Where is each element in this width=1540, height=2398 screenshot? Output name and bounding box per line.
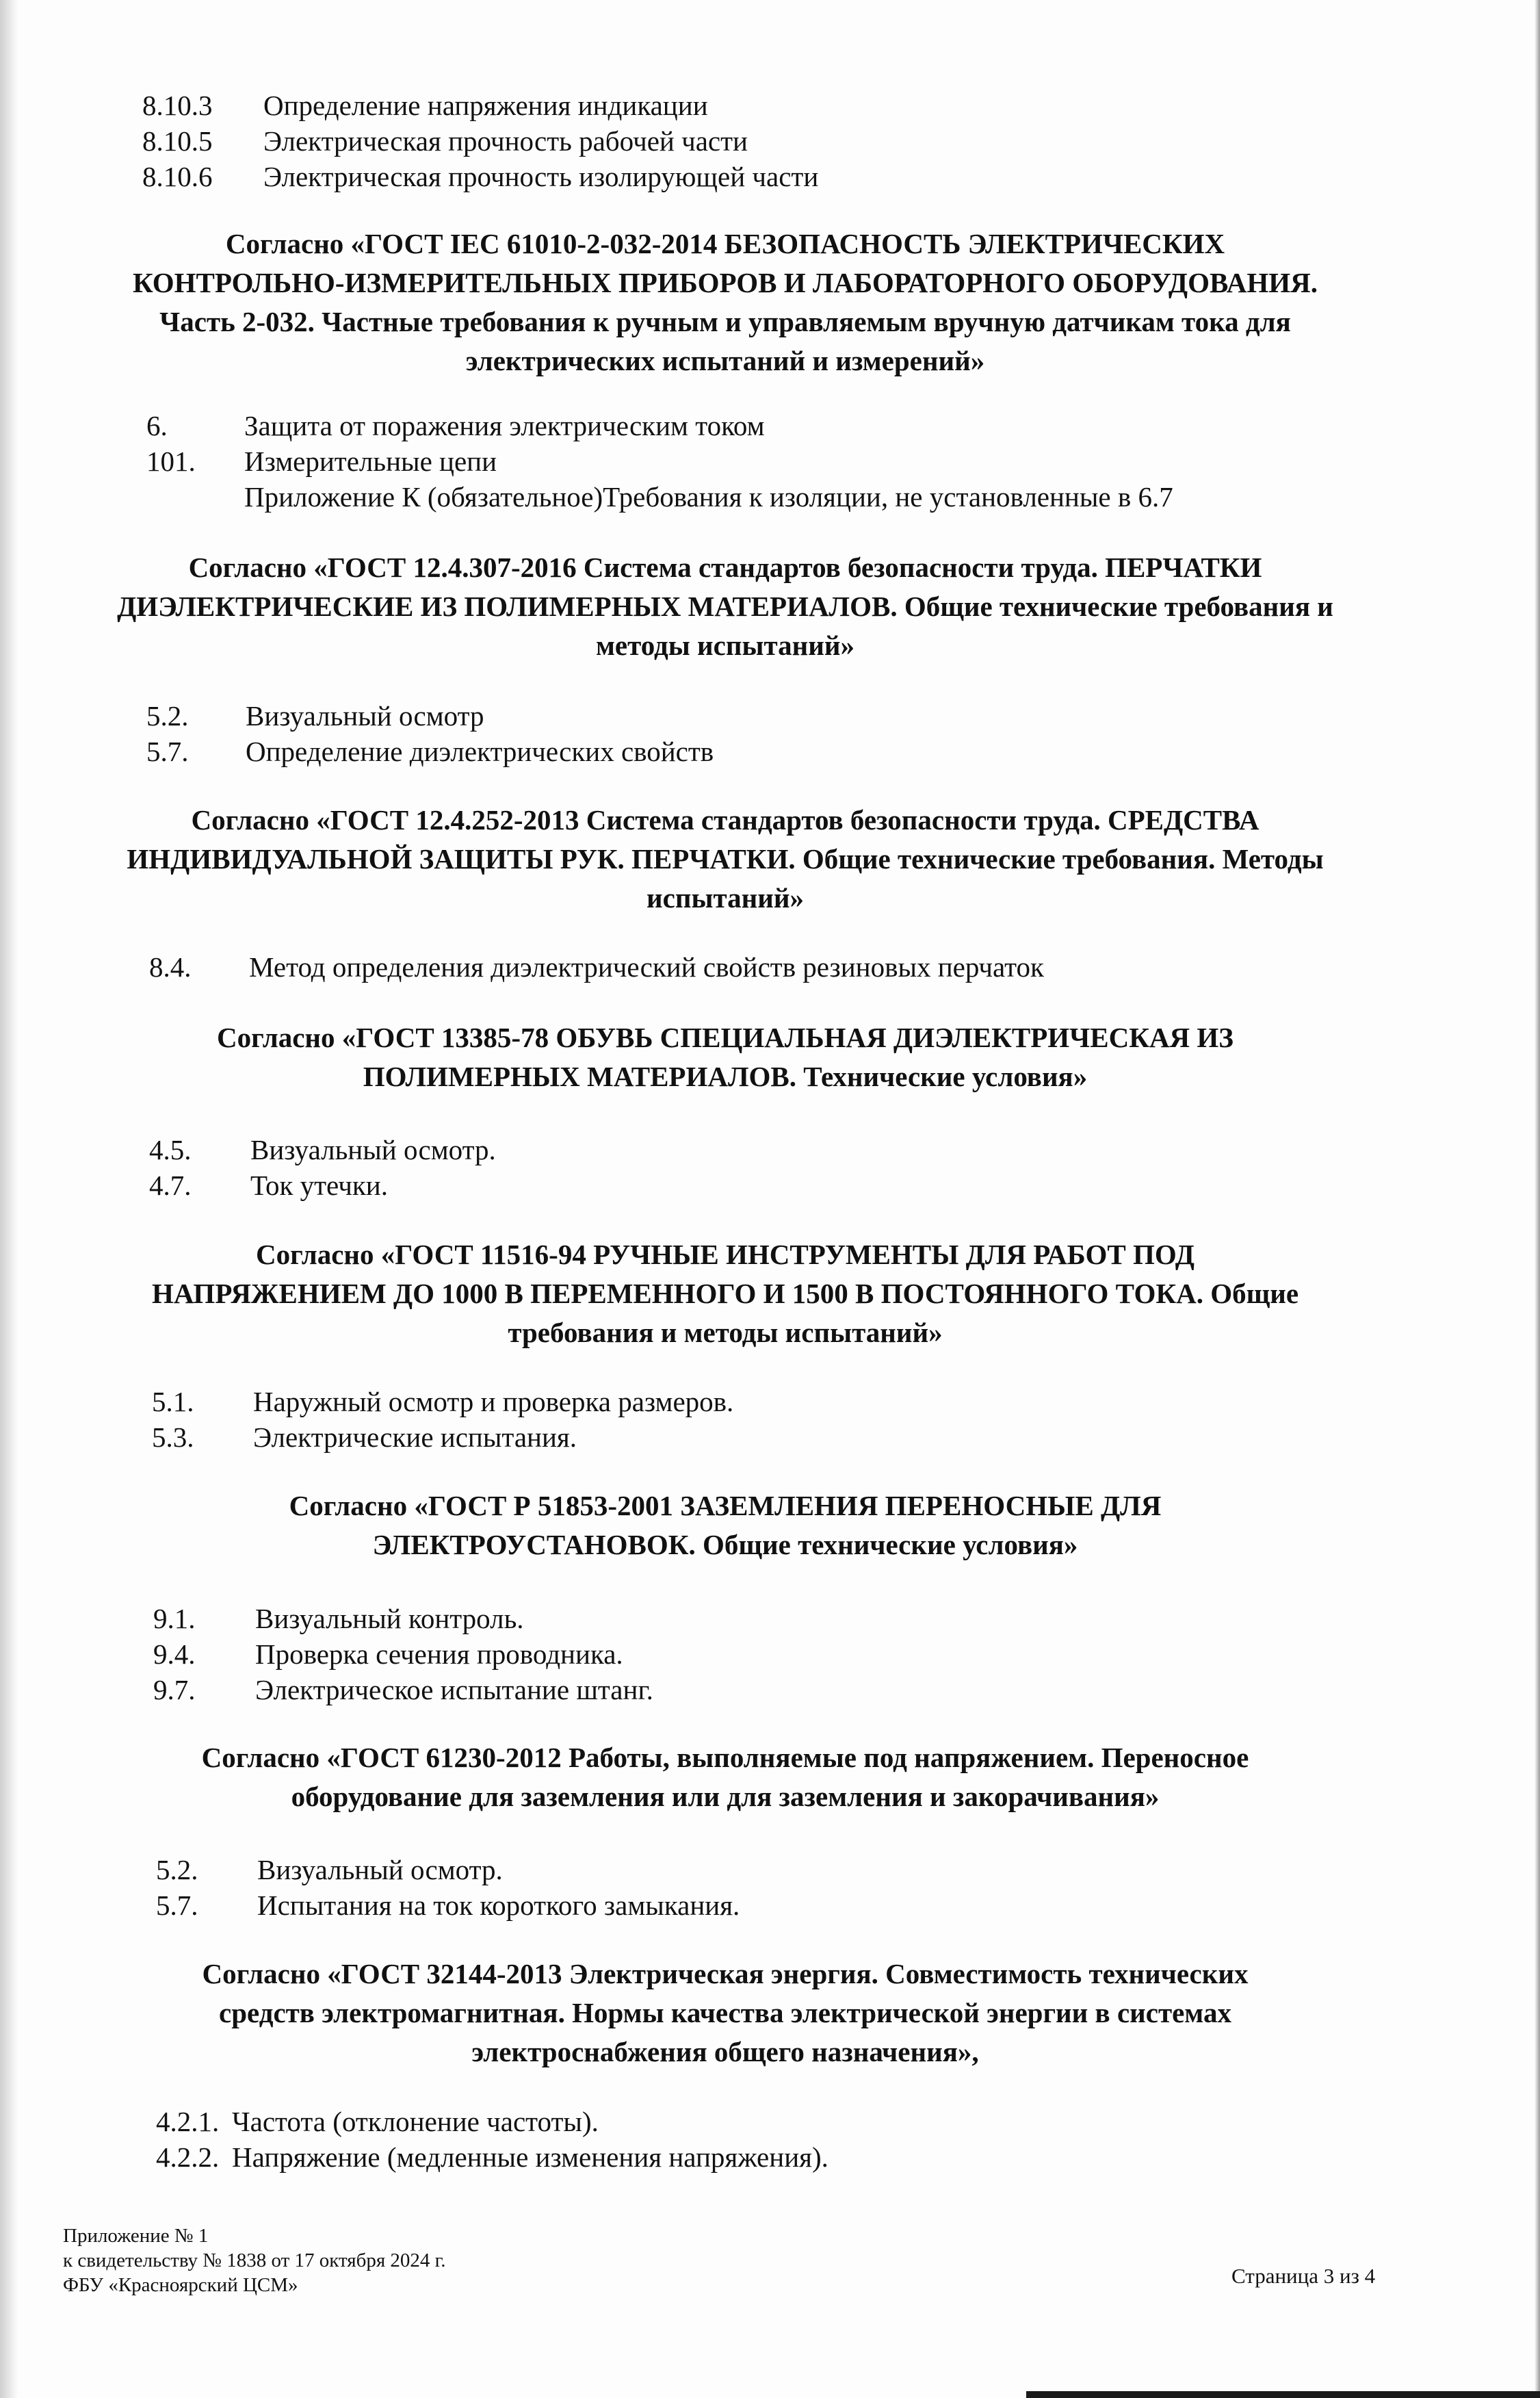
- item-text: Визуальный контроль.: [255, 1603, 524, 1634]
- list-item: [0, 698, 1540, 734]
- standard-heading: [41, 224, 1409, 381]
- list-item: [0, 1672, 1540, 1707]
- item-text: Метод определения диэлектрический свойств резиновых перчаток: [249, 951, 1044, 983]
- section-4-list: [0, 1132, 1540, 1203]
- heading-line: НАПРЯЖЕНИЕМ ДО 1000 В ПЕРЕМЕННОГО И 1500 В ПОСТОЯННОГО ТОКА. Общие: [151, 1278, 1299, 1309]
- heading-line: средств электромагнитная. Нормы качества электрической энергии в системах: [219, 1997, 1231, 2028]
- section-7-list: [0, 1852, 1540, 1923]
- footer-attachment: [63, 2223, 446, 2297]
- list-item: [0, 1852, 1540, 1887]
- heading-line: Часть 2-032. Частные требования к ручным и управляемым вручную датчикам тока для: [159, 306, 1291, 337]
- item-number: 9.7.: [153, 1674, 196, 1705]
- list-item: [0, 949, 1540, 985]
- item-text: Определение диэлектрических свойств: [246, 736, 714, 767]
- item-number: 5.2.: [156, 1854, 198, 1885]
- list-item: [0, 123, 1540, 159]
- item-text: Электрические испытания.: [253, 1421, 577, 1453]
- section-1-list: [0, 408, 1540, 515]
- heading-line: КОНТРОЛЬНО-ИЗМЕРИТЕЛЬНЫХ ПРИБОРОВ И ЛАБОРАТОРНОГО ОБОРУДОВАНИЯ.: [133, 267, 1318, 298]
- footer-line: к свидетельству № 1838 от 17 октября 2024 г.: [63, 2249, 446, 2271]
- list-item: [0, 1168, 1540, 1203]
- item-text: Определение напряжения индикации: [263, 90, 708, 121]
- item-number: 5.1.: [152, 1386, 194, 1417]
- list-item: [0, 1887, 1540, 1923]
- item-number: 9.1.: [153, 1603, 196, 1634]
- standard-heading: [41, 1738, 1409, 1816]
- footer-line: Приложение № 1: [63, 2225, 209, 2247]
- section-3-list: [0, 949, 1540, 985]
- item-number: 4.2.2.: [156, 2141, 220, 2173]
- heading-line: Согласно «ГОСТ 32144-2013 Электрическая энергия. Совместимость технических: [202, 1958, 1249, 1989]
- section-0-list: [0, 88, 1540, 194]
- list-item: [0, 408, 1540, 443]
- standard-heading: [41, 801, 1409, 918]
- standard-heading: [41, 1955, 1409, 2072]
- heading-line: Согласно «ГОСТ 12.4.252-2013 Система стандартов безопасности труда. СРЕДСТВА: [191, 804, 1260, 836]
- item-number: 4.5.: [149, 1134, 192, 1165]
- list-item: [0, 1132, 1540, 1168]
- item-text: Визуальный осмотр: [246, 700, 484, 732]
- item-number: 8.4.: [149, 951, 192, 983]
- item-number: 4.7.: [149, 1170, 192, 1201]
- item-text: Ток утечки.: [250, 1170, 388, 1201]
- item-text: Испытания на ток короткого замыкания.: [257, 1890, 740, 1921]
- item-text: Электрическое испытание штанг.: [255, 1674, 653, 1705]
- heading-line: Согласно «ГОСТ Р 51853-2001 ЗАЗЕМЛЕНИЯ ПЕРЕНОСНЫЕ ДЛЯ: [289, 1490, 1162, 1521]
- section-2-list: [0, 698, 1540, 769]
- heading-line: Согласно «ГОСТ 13385-78 ОБУВЬ СПЕЦИАЛЬНАЯ ДИЭЛЕКТРИЧЕСКАЯ ИЗ: [217, 1022, 1234, 1053]
- heading-line: требования и методы испытаний»: [508, 1317, 943, 1348]
- item-number: 5.7.: [156, 1890, 198, 1921]
- standard-heading: [41, 1018, 1409, 1096]
- item-text: Защита от поражения электрическим током: [244, 410, 765, 441]
- list-item: [0, 2104, 1540, 2139]
- list-item: [0, 734, 1540, 769]
- heading-line: ИНДИВИДУАЛЬНОЙ ЗАЩИТЫ РУК. ПЕРЧАТКИ. Общие технические требования. Методы: [127, 843, 1324, 875]
- list-item: [0, 2139, 1540, 2175]
- item-number: 5.7.: [146, 736, 189, 767]
- section-5-list: [0, 1384, 1540, 1455]
- section-6-list: [0, 1601, 1540, 1707]
- standard-heading: [41, 1235, 1409, 1352]
- heading-line: ЭЛЕКТРОУСТАНОВОК. Общие технические условия»: [372, 1529, 1078, 1560]
- heading-line: испытаний»: [647, 882, 804, 914]
- item-number: 4.2.1.: [156, 2106, 220, 2137]
- list-item: [0, 443, 1540, 479]
- item-text: Измерительные цепи: [244, 446, 497, 477]
- standard-heading: [41, 548, 1409, 665]
- heading-line: электрических испытаний и измерений»: [465, 345, 985, 376]
- heading-line: методы испытаний»: [595, 630, 854, 661]
- list-item: [0, 1384, 1540, 1419]
- item-text: Электрическая прочность рабочей части: [263, 125, 748, 157]
- heading-line: электроснабжения общего назначения»,: [471, 2036, 979, 2067]
- item-number: 9.4.: [153, 1638, 196, 1670]
- item-number: 101.: [146, 446, 196, 477]
- list-item: [0, 159, 1540, 194]
- item-number: 5.3.: [152, 1421, 194, 1453]
- item-text: Электрическая прочность изолирующей части: [263, 161, 819, 192]
- item-text: Визуальный осмотр.: [250, 1134, 496, 1165]
- section-8-list: [0, 2104, 1540, 2175]
- heading-line: ДИЭЛЕКТРИЧЕСКИЕ ИЗ ПОЛИМЕРНЫХ МАТЕРИАЛОВ. Общие технические требования и: [117, 591, 1333, 622]
- item-text: Проверка сечения проводника.: [255, 1638, 623, 1670]
- item-number: 6.: [146, 410, 168, 441]
- standard-heading: [41, 1486, 1409, 1564]
- item-number: 8.10.6: [142, 161, 213, 192]
- item-text: Приложение К (обязательное)Требования к изоляции, не установленные в 6.7: [244, 481, 1173, 513]
- heading-line: оборудование для заземления или для заземления и закорачивания»: [291, 1781, 1160, 1812]
- item-number: 8.10.3: [142, 90, 213, 121]
- item-number: 8.10.5: [142, 125, 213, 157]
- list-item: [0, 479, 1540, 515]
- heading-line: ПОЛИМЕРНЫХ МАТЕРИАЛОВ. Технические условия»: [363, 1061, 1088, 1092]
- list-item: [0, 1419, 1540, 1455]
- heading-line: Согласно «ГОСТ 11516-94 РУЧНЫЕ ИНСТРУМЕНТЫ ДЛЯ РАБОТ ПОД: [256, 1239, 1195, 1270]
- item-text: Визуальный осмотр.: [257, 1854, 503, 1885]
- item-number: 5.2.: [146, 700, 189, 732]
- scan-edge-bottom: [1026, 2391, 1540, 2398]
- list-item: [0, 1636, 1540, 1672]
- item-text: Наружный осмотр и проверка размеров.: [253, 1386, 734, 1417]
- heading-line: Согласно «ГОСТ 61230-2012 Работы, выполняемые под напряжением. Переносное: [201, 1742, 1249, 1773]
- list-item: [0, 1601, 1540, 1636]
- page-number: Страница 3 из 4: [1231, 2264, 1376, 2288]
- item-text: Напряжение (медленные изменения напряжения).: [232, 2141, 828, 2173]
- heading-line: Согласно «ГОСТ IEC 61010-2-032-2014 БЕЗОПАСНОСТЬ ЭЛЕКТРИЧЕСКИХ: [225, 228, 1225, 259]
- list-item: [0, 88, 1540, 123]
- footer-line: ФБУ «Красноярский ЦСМ»: [63, 2274, 298, 2296]
- item-text: Частота (отклонение частоты).: [232, 2106, 599, 2137]
- heading-line: Согласно «ГОСТ 12.4.307-2016 Система стандартов безопасности труда. ПЕРЧАТКИ: [188, 552, 1262, 583]
